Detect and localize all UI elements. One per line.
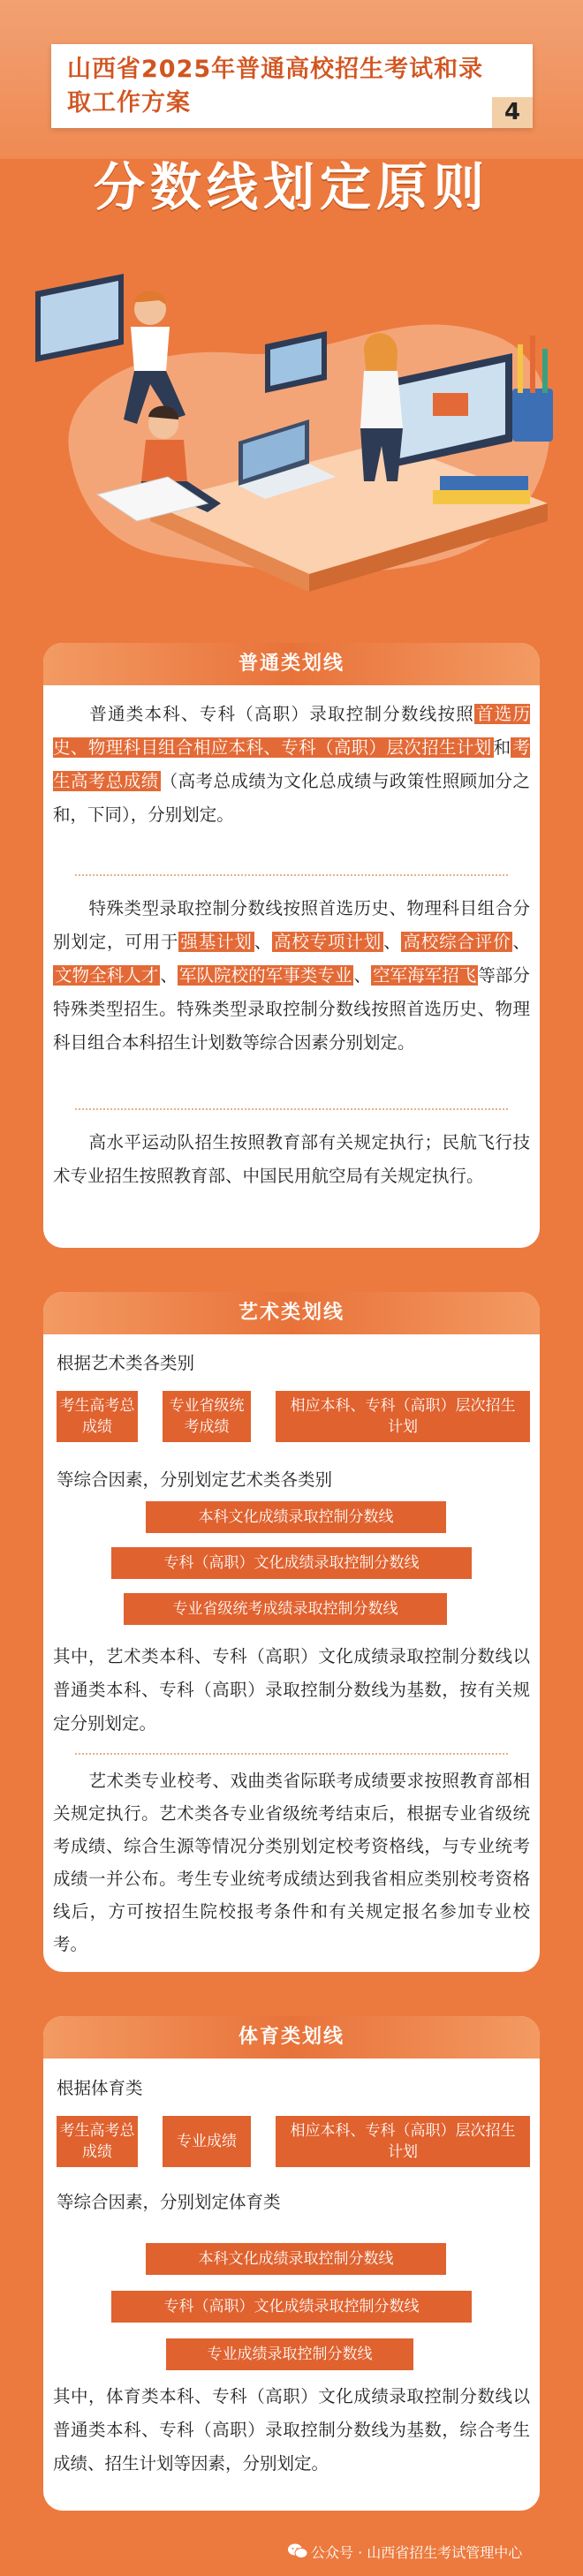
sports-line-undergrad: 本科文化成绩录取控制分数线 (146, 2243, 446, 2275)
art-line-college: 专科（高职）文化成绩录取控制分数线 (111, 1547, 472, 1579)
page-title: 山西省2025年普通高校招生考试和录取工作方案 (67, 56, 484, 117)
art-box-total-score: 考生高考总成绩 (57, 1391, 138, 1442)
chapter-badge: 4 (492, 97, 533, 128)
art-box-province-exam: 专业省级统考成绩 (163, 1391, 251, 1442)
divider (75, 1108, 508, 1110)
art-box-plan: 相应本科、专科（高职）层次招生计划 (276, 1391, 530, 1442)
art-section-title: 艺术类划线 (43, 1292, 540, 1334)
sports-factors: 等综合因素，分别划定体育类 (57, 2192, 281, 2212)
art-intro: 根据艺术类各类别 (57, 1353, 195, 1373)
sports-line-professional: 专业成绩录取控制分数线 (166, 2338, 413, 2370)
highlight-total-score: 考生高考总成绩 (53, 737, 530, 791)
divider (75, 874, 508, 876)
highlight-qiangji: 强基计划 (180, 932, 253, 952)
study-illustration (18, 238, 574, 618)
sports-paragraph-1: 其中，体育类本科、专科（高职）文化成绩录取控制分数线以普通类本科、专科（高职）录取控制分数线为基数，综合考生成绩、招生计划等因素，分别划定。 (53, 2386, 530, 2474)
sports-line-college: 专科（高职）文化成绩录取控制分数线 (111, 2291, 472, 2323)
art-line-professional: 专业省级统考成绩录取控制分数线 (124, 1593, 447, 1625)
highlight-special-plan: 高校专项计划 (274, 932, 382, 952)
art-factors: 等综合因素，分别划定艺术类各类别 (57, 1469, 333, 1490)
footer-source: 公众号 · 山西省招生考试管理中心 (311, 2544, 523, 2561)
general-paragraph-1: 普通类本科、专科（高职）录取控制分数线按照 首选历史、物理科目组合相应本科、专科（高职）层次招生计划 和 考生高考总成绩 （高考总成绩为文化总成绩与政策性照顾加分之和，下同），分别划定。 (53, 704, 530, 825)
highlight-plan: 首选历史、物理科目组合相应本科、专科（高职）层次招生计划 (53, 704, 530, 758)
wechat-icon (288, 2542, 307, 2560)
highlight-pilot: 空军海军招飞 (373, 965, 477, 986)
title-box (51, 44, 533, 128)
highlight-relics: 文物全科人才 (55, 965, 159, 986)
sports-box-plan: 相应本科、专科（高职）层次招生计划 (276, 2116, 530, 2167)
general-section-title: 普通类划线 (43, 643, 540, 685)
main-title: 分数线划定原则 (93, 157, 489, 217)
art-paragraph-2: 艺术类专业校考、戏曲类省际联考成绩要求按照教育部相关规定执行。艺术类各专业省级统考结束后，根据专业省级统考成绩、综合生源等情况分类别划定校考资格线，与专业统考成绩一并公布。考生专业统考成绩达到我省相应类别校考资格线后，方可按招生院校报考条件和有关规定报名参加专业校考。 (53, 1771, 530, 1954)
sports-section-title: 体育类划线 (43, 2016, 540, 2059)
sports-box-professional: 专业成绩 (163, 2116, 251, 2167)
general-paragraph-2: 特殊类型录取控制分数线按照首选历史、物理科目组合分别划定，可用于 强基计划 、 高校专项计划 、 高校综合评价 、文物全科人才 、 军队院校的军事类专业 、 空军海军招飞 等部分特殊类型招生。特殊类型录取控制分数线按照首选历史、物理科目组合本科招生计划数等综合因素分别划定。 (53, 898, 530, 1053)
highlight-military: 军队院校的军事类专业 (178, 965, 352, 986)
highlight-comprehensive: 高校综合评价 (403, 932, 511, 952)
art-paragraph-1: 其中，艺术类本科、专科（高职）文化成绩录取控制分数线以普通类本科、专科（高职）录取控制分数线为基数，按有关规定分别划定。 (53, 1646, 530, 1734)
art-line-undergrad: 本科文化成绩录取控制分数线 (146, 1501, 446, 1533)
general-paragraph-3: 高水平运动队招生按照教育部有关规定执行；民航飞行技术专业招生按照教育部、中国民用航空局有关规定执行。 (53, 1132, 530, 1186)
sports-intro: 根据体育类 (57, 2078, 143, 2098)
sports-box-total-score: 考生高考总成绩 (57, 2116, 138, 2167)
divider (75, 1753, 508, 1755)
